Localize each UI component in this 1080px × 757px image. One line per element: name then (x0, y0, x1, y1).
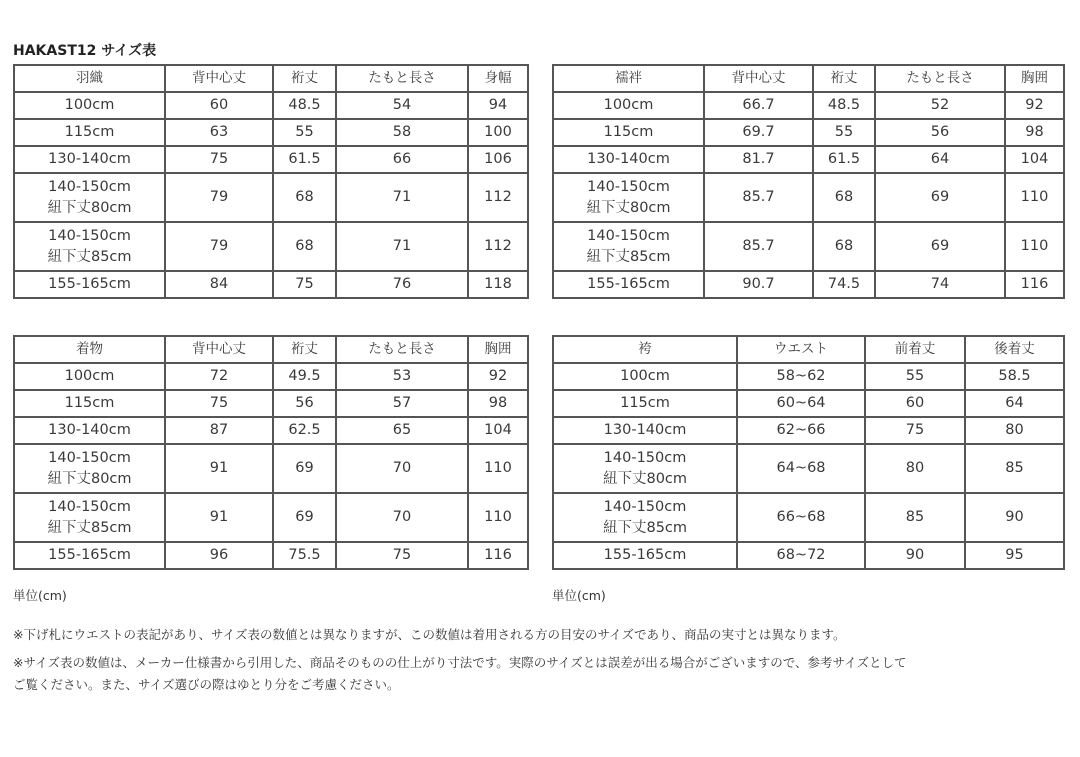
column-header: 後着丈 (965, 336, 1064, 363)
value-cell: 66~68 (737, 493, 865, 542)
value-cell: 116 (468, 542, 528, 569)
value-cell: 63 (165, 119, 273, 146)
value-cell: 98 (1005, 119, 1064, 146)
value-cell: 61.5 (813, 146, 875, 173)
value-cell: 55 (865, 363, 965, 390)
size-cell (14, 222, 165, 271)
value-cell: 55 (813, 119, 875, 146)
juban-size-table (552, 64, 1065, 299)
value-cell: 80 (865, 444, 965, 493)
size-cell (14, 542, 165, 569)
size-cell (14, 146, 165, 173)
value-cell: 90 (865, 542, 965, 569)
size-cell (553, 363, 737, 390)
value-cell: 75 (336, 542, 468, 569)
value-cell: 116 (1005, 271, 1064, 298)
table-row (14, 390, 528, 417)
value-cell: 84 (165, 271, 273, 298)
table-row (14, 493, 528, 542)
value-cell: 110 (468, 444, 528, 493)
size-label: 140-150cm (603, 498, 687, 515)
table-row (553, 493, 1064, 542)
size-label: 140-150cm (587, 178, 670, 195)
value-cell: 96 (165, 542, 273, 569)
size-label: 155-165cm (603, 547, 687, 563)
value-cell: 112 (468, 222, 528, 271)
size-cell (553, 417, 737, 444)
column-header: 背中心丈 (165, 336, 273, 363)
column-header: 胸囲 (468, 336, 528, 363)
table-row (553, 173, 1064, 222)
size-label: 115cm (64, 395, 115, 411)
column-header: たもと長さ (875, 65, 1005, 92)
size-label: 130-140cm (48, 151, 131, 167)
table-row (553, 146, 1064, 173)
column-header: たもと長さ (336, 65, 468, 92)
table-row (553, 417, 1064, 444)
value-cell: 60~64 (737, 390, 865, 417)
value-cell: 91 (165, 444, 273, 493)
table-row (553, 390, 1064, 417)
value-cell: 75.5 (273, 542, 336, 569)
size-label: 155-165cm (587, 276, 670, 292)
value-cell: 85.7 (704, 222, 813, 271)
table-row (14, 417, 528, 444)
header-row (14, 65, 528, 92)
size-label: 115cm (620, 395, 670, 411)
value-cell: 104 (468, 417, 528, 444)
column-header: 裄丈 (273, 336, 336, 363)
table-row (553, 542, 1064, 569)
value-cell: 98 (468, 390, 528, 417)
value-cell: 85 (965, 444, 1064, 493)
table-row (553, 92, 1064, 119)
value-cell: 56 (875, 119, 1005, 146)
size-label: 130-140cm (603, 422, 687, 438)
garment-header: 羽織 (14, 65, 165, 92)
value-cell: 75 (165, 390, 273, 417)
value-cell: 72 (165, 363, 273, 390)
size-label: 140-150cm (587, 227, 670, 244)
value-cell: 110 (1005, 173, 1064, 222)
value-cell: 68 (813, 173, 875, 222)
value-cell: 110 (1005, 222, 1064, 271)
value-cell: 66.7 (704, 92, 813, 119)
note-measurements-line1: ※サイズ表の数値は、メーカー仕様書から引用した、商品そのものの仕上がり寸法です。実際のサイズとは誤差が出る場合がございますので、参考サイズとして (13, 655, 907, 670)
value-cell: 94 (468, 92, 528, 119)
garment-header: 襦袢 (553, 65, 704, 92)
note-measurements-line2: ご覧ください。また、サイズ選びの際はゆとり分をご考慮ください。 (13, 677, 400, 692)
column-header: 前着丈 (865, 336, 965, 363)
table-row (14, 173, 528, 222)
value-cell: 79 (165, 173, 273, 222)
value-cell: 90 (965, 493, 1064, 542)
size-label: 100cm (64, 368, 115, 384)
table-row (553, 363, 1064, 390)
table-row (14, 92, 528, 119)
unit-label-right: 単位(cm) (552, 588, 606, 603)
size-cell (553, 119, 704, 146)
value-cell: 70 (336, 444, 468, 493)
size-cell (553, 390, 737, 417)
table-row (14, 222, 528, 271)
haori-size-table (13, 64, 529, 299)
value-cell: 69 (273, 493, 336, 542)
size-cell (553, 271, 704, 298)
column-header: 身幅 (468, 65, 528, 92)
garment-header: 袴 (553, 336, 737, 363)
value-cell: 95 (965, 542, 1064, 569)
value-cell: 64 (965, 390, 1064, 417)
column-header: 胸囲 (1005, 65, 1064, 92)
value-cell: 81.7 (704, 146, 813, 173)
size-cell (553, 444, 737, 493)
value-cell: 92 (468, 363, 528, 390)
size-label: 140-150cm (603, 449, 687, 466)
value-cell: 90.7 (704, 271, 813, 298)
column-header: 裄丈 (273, 65, 336, 92)
value-cell: 112 (468, 173, 528, 222)
value-cell: 70 (336, 493, 468, 542)
size-cell (14, 417, 165, 444)
note-waist: ※下げ札にウエストの表記があり、サイズ表の数値とは異なりますが、この数値は着用される方の目安のサイズであり、商品の実寸とは異なります。 (13, 627, 846, 642)
size-label: 115cm (603, 124, 654, 140)
value-cell: 48.5 (813, 92, 875, 119)
column-header: 背中心丈 (165, 65, 273, 92)
value-cell: 68~72 (737, 542, 865, 569)
value-cell: 62~66 (737, 417, 865, 444)
value-cell: 104 (1005, 146, 1064, 173)
value-cell: 69 (875, 173, 1005, 222)
value-cell: 74 (875, 271, 1005, 298)
size-cell (14, 92, 165, 119)
value-cell: 66 (336, 146, 468, 173)
table-row (553, 119, 1064, 146)
table-row (14, 363, 528, 390)
column-header: 裄丈 (813, 65, 875, 92)
value-cell: 92 (1005, 92, 1064, 119)
value-cell: 68 (273, 173, 336, 222)
value-cell: 49.5 (273, 363, 336, 390)
size-label: 100cm (620, 368, 670, 384)
table-row (553, 222, 1064, 271)
value-cell: 60 (865, 390, 965, 417)
column-header: たもと長さ (336, 336, 468, 363)
size-sublabel: 紐下丈80cm (47, 199, 132, 216)
size-label: 140-150cm (48, 178, 131, 195)
size-cell (553, 173, 704, 222)
value-cell: 71 (336, 173, 468, 222)
value-cell: 65 (336, 417, 468, 444)
table-row (14, 542, 528, 569)
size-cell (14, 444, 165, 493)
size-cell (553, 222, 704, 271)
size-cell (553, 146, 704, 173)
value-cell: 87 (165, 417, 273, 444)
header-row (553, 336, 1064, 363)
size-label: 130-140cm (48, 422, 131, 438)
value-cell: 64 (875, 146, 1005, 173)
size-sublabel: 紐下丈85cm (586, 248, 671, 265)
size-label: 130-140cm (587, 151, 670, 167)
table-row (14, 444, 528, 493)
table-row (553, 271, 1064, 298)
size-label: 100cm (64, 97, 115, 113)
column-header: 背中心丈 (704, 65, 813, 92)
value-cell: 80 (965, 417, 1064, 444)
value-cell: 75 (273, 271, 336, 298)
size-label: 115cm (64, 124, 115, 140)
table-row (14, 146, 528, 173)
value-cell: 58.5 (965, 363, 1064, 390)
size-sublabel: 紐下丈85cm (47, 519, 132, 536)
size-label: 140-150cm (48, 449, 131, 466)
size-cell (14, 493, 165, 542)
size-sublabel: 紐下丈85cm (602, 519, 688, 536)
size-label: 140-150cm (48, 227, 131, 244)
unit-label-left: 単位(cm) (13, 588, 67, 603)
value-cell: 118 (468, 271, 528, 298)
value-cell: 76 (336, 271, 468, 298)
size-label: 100cm (603, 97, 654, 113)
value-cell: 74.5 (813, 271, 875, 298)
value-cell: 69 (875, 222, 1005, 271)
value-cell: 64~68 (737, 444, 865, 493)
garment-header: 着物 (14, 336, 165, 363)
table-row (553, 444, 1064, 493)
value-cell: 110 (468, 493, 528, 542)
hakama-size-table (552, 335, 1065, 570)
value-cell: 85.7 (704, 173, 813, 222)
header-row (553, 65, 1064, 92)
value-cell: 54 (336, 92, 468, 119)
value-cell: 60 (165, 92, 273, 119)
size-cell (553, 92, 704, 119)
size-cell (553, 493, 737, 542)
page-title: HAKAST12 サイズ表 (13, 43, 157, 59)
value-cell: 75 (165, 146, 273, 173)
size-cell (14, 363, 165, 390)
value-cell: 58~62 (737, 363, 865, 390)
header-row (14, 336, 528, 363)
size-cell (14, 173, 165, 222)
value-cell: 61.5 (273, 146, 336, 173)
size-cell (553, 542, 737, 569)
value-cell: 79 (165, 222, 273, 271)
size-sublabel: 紐下丈85cm (47, 248, 132, 265)
value-cell: 106 (468, 146, 528, 173)
size-label: 155-165cm (48, 276, 131, 292)
value-cell: 53 (336, 363, 468, 390)
value-cell: 71 (336, 222, 468, 271)
table-row (14, 271, 528, 298)
value-cell: 55 (273, 119, 336, 146)
value-cell: 58 (336, 119, 468, 146)
value-cell: 48.5 (273, 92, 336, 119)
value-cell: 75 (865, 417, 965, 444)
size-label: 140-150cm (48, 498, 131, 515)
value-cell: 68 (273, 222, 336, 271)
table-row (14, 119, 528, 146)
value-cell: 57 (336, 390, 468, 417)
value-cell: 68 (813, 222, 875, 271)
value-cell: 52 (875, 92, 1005, 119)
value-cell: 56 (273, 390, 336, 417)
size-sublabel: 紐下丈80cm (47, 470, 132, 487)
size-label: 155-165cm (48, 547, 131, 563)
value-cell: 69 (273, 444, 336, 493)
value-cell: 85 (865, 493, 965, 542)
value-cell: 69.7 (704, 119, 813, 146)
size-cell (14, 390, 165, 417)
size-sublabel: 紐下丈80cm (602, 470, 688, 487)
column-header: ウエスト (737, 336, 865, 363)
value-cell: 100 (468, 119, 528, 146)
value-cell: 62.5 (273, 417, 336, 444)
value-cell: 91 (165, 493, 273, 542)
size-cell (14, 119, 165, 146)
size-sublabel: 紐下丈80cm (586, 199, 671, 216)
size-cell (14, 271, 165, 298)
kimono-size-table (13, 335, 529, 570)
